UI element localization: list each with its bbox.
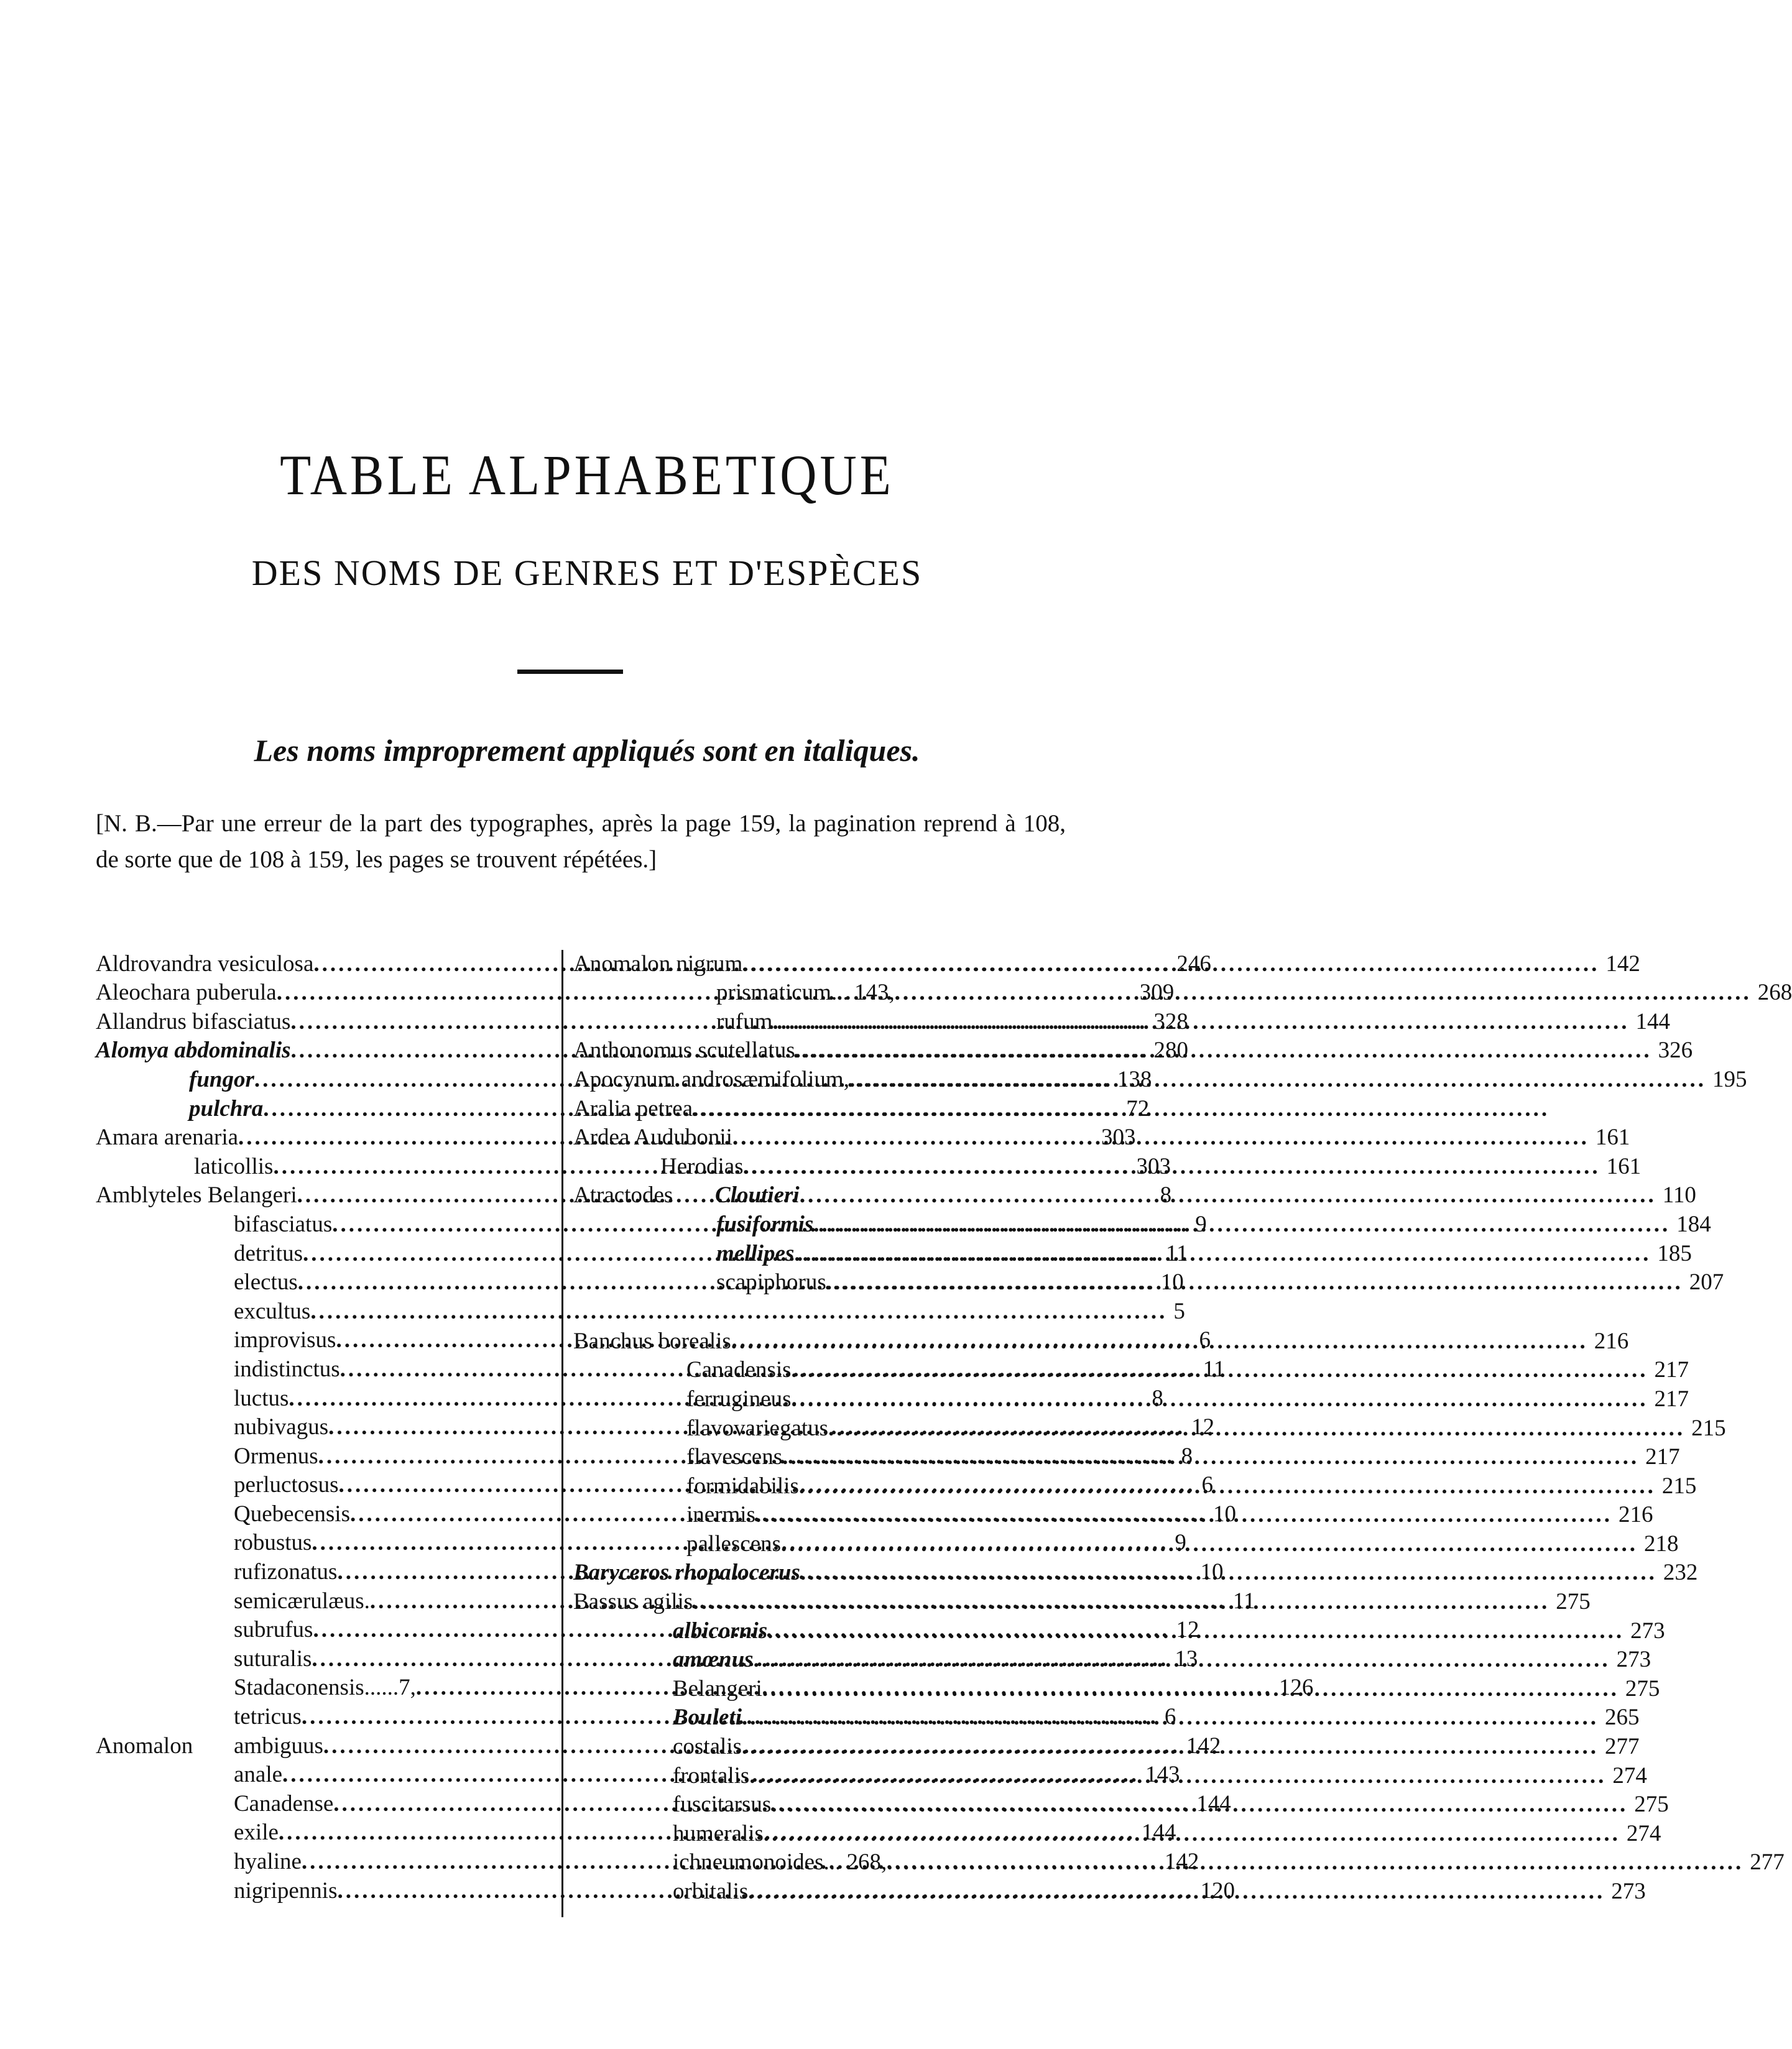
entry-page-number: 275 bbox=[1556, 1589, 1591, 1615]
index-entry bbox=[573, 1702, 1640, 1731]
entry-name: humeralis bbox=[673, 1820, 764, 1846]
entry-page-number: 277 bbox=[1750, 1849, 1785, 1876]
entry-page-number: 275 bbox=[1625, 1675, 1660, 1701]
entry-name: amœnus bbox=[673, 1647, 754, 1673]
dot-leader bbox=[795, 1037, 1652, 1064]
entry-page-number: 309 bbox=[1139, 980, 1175, 1006]
index-entry bbox=[573, 1209, 1711, 1238]
entry-name: Belangeri bbox=[673, 1675, 762, 1701]
entry-page-number: 142 bbox=[1164, 1849, 1199, 1874]
entry-page-number: 11 bbox=[1232, 1588, 1255, 1614]
entry-name: robustus bbox=[234, 1530, 312, 1556]
entry-page-number: 6 bbox=[1199, 1327, 1211, 1353]
dot-leader bbox=[742, 951, 1599, 977]
entry-page-number: 273 bbox=[1630, 1618, 1665, 1644]
entry-page-number: 12 bbox=[1176, 1617, 1199, 1643]
entry-name: Bassus agilis bbox=[573, 1589, 693, 1615]
dot-leader bbox=[767, 1618, 1624, 1644]
index-entry bbox=[573, 1442, 1680, 1471]
entry-page-number: 326 bbox=[1658, 1038, 1693, 1064]
dot-leader bbox=[849, 1066, 1706, 1093]
entry-name: Apocynum androsæmifolium, bbox=[573, 1066, 849, 1092]
dot-leader bbox=[762, 1675, 1619, 1702]
entry-page-number: 303 bbox=[1136, 1153, 1171, 1179]
entry-name: luctus bbox=[234, 1385, 289, 1411]
entry-page-number: 6 bbox=[1164, 1704, 1176, 1730]
entry-name: fungor bbox=[189, 1066, 254, 1092]
entry-page-number: 11 bbox=[1203, 1356, 1226, 1382]
entry-page-number: 8 bbox=[1181, 1443, 1193, 1469]
dot-leader bbox=[813, 1211, 1670, 1238]
entry-page-number: 275 bbox=[1634, 1792, 1669, 1818]
entry-name: suturalis bbox=[234, 1646, 312, 1672]
entry-name: bifasciatus bbox=[234, 1211, 333, 1237]
entry-page-number: 138 bbox=[1117, 1066, 1152, 1092]
entry-name: excultus bbox=[234, 1298, 311, 1324]
entry-page-number: 142 bbox=[1186, 1733, 1221, 1759]
entry-page-number: 216 bbox=[1618, 1502, 1653, 1528]
entry-name: Canadensis bbox=[686, 1357, 792, 1383]
entry-name: albicornis bbox=[673, 1618, 768, 1644]
entry-name: anale bbox=[234, 1762, 283, 1788]
entry-name: costalis bbox=[673, 1734, 742, 1760]
entry-name: indistinctus bbox=[234, 1356, 340, 1382]
entry-name: Banchus borealis bbox=[573, 1328, 731, 1354]
dot-leader bbox=[732, 1124, 1589, 1151]
entry-page-number: 215 bbox=[1691, 1415, 1726, 1441]
index-entry bbox=[96, 1296, 1185, 1325]
entry-page-number: 268 bbox=[1757, 980, 1792, 1006]
dot-leader bbox=[693, 1095, 1550, 1122]
entry-name: Herodias bbox=[660, 1153, 744, 1179]
entry-page-number: 6 bbox=[1201, 1472, 1214, 1498]
entry-page-number: 9 bbox=[1195, 1211, 1207, 1237]
entry-page-number: 12 bbox=[1191, 1414, 1215, 1440]
entry-name: nubivagus bbox=[234, 1414, 329, 1440]
dot-leader bbox=[792, 1356, 1648, 1383]
entry-page-number: 161 bbox=[1606, 1153, 1642, 1179]
entry-name: flavescens bbox=[686, 1444, 783, 1470]
dot-leader bbox=[887, 1849, 1744, 1876]
entry-page-number: 8 bbox=[1160, 1182, 1172, 1209]
dot-leader bbox=[772, 1008, 1629, 1035]
entry-name: rufum bbox=[716, 1008, 773, 1034]
entry-page-number: 10 bbox=[1200, 1559, 1224, 1585]
entry-page-number: 277 bbox=[1604, 1734, 1640, 1760]
entry-page-number: 195 bbox=[1712, 1066, 1747, 1092]
entry-page-number: 11 bbox=[1165, 1240, 1188, 1266]
page-title: TABLE ALPHABETIQUE bbox=[280, 443, 894, 507]
dot-leader bbox=[742, 1733, 1599, 1760]
dot-leader bbox=[794, 1240, 1651, 1267]
entry-name: perluctosus bbox=[234, 1472, 339, 1498]
entry-name: Allandrus bifasciatus bbox=[96, 1008, 291, 1034]
entry-name: formidabilis bbox=[686, 1473, 799, 1499]
entry-name: Anthonomus scutellatus bbox=[573, 1038, 795, 1064]
entry-page-number: 216 bbox=[1594, 1328, 1629, 1354]
index-entry bbox=[573, 1180, 1696, 1209]
entry-page-number: 110 bbox=[1662, 1182, 1696, 1209]
entry-page-number: 126 bbox=[1278, 1675, 1314, 1701]
dot-leader bbox=[800, 1559, 1657, 1586]
entry-page-number: 142 bbox=[1605, 951, 1640, 977]
dot-leader bbox=[693, 1588, 1550, 1615]
entry-page-number: 72 bbox=[1126, 1095, 1150, 1121]
entry-name: Stadaconensis......7, bbox=[234, 1675, 416, 1701]
entry-name: laticollis bbox=[194, 1153, 274, 1179]
column-divider bbox=[561, 950, 563, 1917]
entry-page-number: 10 bbox=[1213, 1501, 1236, 1527]
entry-name: subrufus bbox=[234, 1617, 313, 1643]
entry-name: detritus bbox=[234, 1240, 303, 1266]
entry-page-number: 232 bbox=[1663, 1560, 1698, 1586]
entry-page-number: 143 bbox=[1145, 1762, 1180, 1788]
entry-name: Aldrovandra vesiculosa bbox=[96, 951, 314, 977]
index-entry bbox=[573, 1383, 1689, 1412]
entry-genus: Atractodes bbox=[573, 1182, 673, 1209]
entry-name: nigripennis bbox=[234, 1877, 338, 1904]
entry-name: Amblyteles Belangeri bbox=[96, 1182, 297, 1209]
index-entry bbox=[573, 1528, 1679, 1557]
entry-name: semicærulæus. bbox=[234, 1588, 370, 1614]
dot-leader bbox=[782, 1444, 1639, 1470]
entry-name: ferrugineus bbox=[686, 1386, 792, 1412]
dot-leader bbox=[744, 1153, 1600, 1180]
entry-page-number: 215 bbox=[1661, 1473, 1697, 1499]
dot-leader bbox=[895, 979, 1752, 1006]
entry-page-number: 273 bbox=[1616, 1647, 1651, 1673]
entry-page-number: 273 bbox=[1611, 1879, 1646, 1904]
index-entry bbox=[573, 1470, 1697, 1499]
entry-page-number: 280 bbox=[1153, 1038, 1189, 1064]
entry-genus: Anomalon bbox=[96, 1733, 193, 1759]
entry-page-number: 246 bbox=[1176, 951, 1211, 977]
entry-name: pallescens bbox=[686, 1531, 782, 1557]
entry-page-number: 265 bbox=[1605, 1705, 1640, 1731]
entry-page-number: 161 bbox=[1595, 1125, 1630, 1151]
nb-note: [N. B.—Par une erreur de la part des typographes, après la page 159, la pagination reprend à 108, de sorte que de 108 à 159, les pages se trouvent répétées.] bbox=[96, 810, 1066, 873]
entry-name: Alomya abdominalis bbox=[96, 1038, 291, 1064]
entry-name: ichneumonoides... 268, bbox=[673, 1849, 887, 1876]
entry-page-number: 303 bbox=[1101, 1125, 1136, 1151]
dot-leader bbox=[748, 1878, 1605, 1905]
index-entry bbox=[573, 1325, 1629, 1355]
dot-leader bbox=[742, 1704, 1599, 1731]
entry-page-number: 144 bbox=[1141, 1820, 1176, 1846]
entry-page-number: 144 bbox=[1635, 1008, 1670, 1034]
entry-name: rufizonatus bbox=[234, 1559, 338, 1585]
entry-page-number: 218 bbox=[1644, 1531, 1679, 1557]
dot-leader bbox=[731, 1328, 1588, 1355]
entry-name: pulchra bbox=[189, 1095, 264, 1121]
entry-name: frontalis bbox=[673, 1762, 750, 1789]
entry-page-number: 13 bbox=[1175, 1646, 1198, 1672]
dot-leader bbox=[754, 1646, 1610, 1673]
entry-name: Quebecensis bbox=[234, 1501, 350, 1527]
dot-leader bbox=[828, 1415, 1685, 1442]
dot-leader bbox=[755, 1501, 1612, 1528]
dot-leader bbox=[781, 1531, 1638, 1557]
entry-name: orbitalis bbox=[673, 1879, 749, 1904]
dot-leader bbox=[771, 1791, 1628, 1818]
entry-name: improvisus bbox=[234, 1327, 336, 1353]
entry-name: mellipes bbox=[716, 1240, 795, 1266]
entry-name: Ormenus bbox=[234, 1443, 318, 1469]
entry-page-number: 185 bbox=[1657, 1240, 1692, 1266]
entry-name: fuscitarsus bbox=[673, 1792, 772, 1818]
entry-name: flavovariegatus bbox=[686, 1415, 829, 1441]
entry-name: Aleochara puberula bbox=[96, 980, 277, 1006]
entry-name: hyaline bbox=[234, 1849, 302, 1874]
entry-name: Cloutieri bbox=[715, 1182, 800, 1209]
entry-page-number: 120 bbox=[1200, 1877, 1235, 1904]
entry-name: Ardea Audubonii bbox=[573, 1125, 732, 1151]
title-rule bbox=[517, 670, 623, 674]
entry-name: exile bbox=[234, 1820, 279, 1846]
entry-page-number: 144 bbox=[1196, 1790, 1231, 1816]
index-entry bbox=[573, 1093, 1041, 1122]
dot-leader bbox=[764, 1820, 1620, 1847]
entry-name: Aralia petrea bbox=[573, 1095, 693, 1121]
entry-page-number: 207 bbox=[1689, 1269, 1724, 1296]
entry-page-number: 10 bbox=[1160, 1269, 1184, 1296]
entry-page-number: 9 bbox=[1175, 1530, 1186, 1556]
entry-name: ambiguus bbox=[234, 1733, 323, 1759]
entry-name: scapiphorus bbox=[716, 1269, 826, 1296]
entry-name: inermis bbox=[686, 1502, 755, 1528]
entry-page-number: 217 bbox=[1654, 1357, 1689, 1383]
dot-leader bbox=[749, 1762, 1606, 1789]
entry-page-number: 274 bbox=[1626, 1820, 1661, 1846]
dot-leader bbox=[792, 1386, 1648, 1412]
dot-leader bbox=[799, 1473, 1656, 1499]
entry-page-number: 5 bbox=[1173, 1298, 1185, 1324]
entry-page-number: 274 bbox=[1612, 1762, 1647, 1789]
dot-leader bbox=[826, 1269, 1683, 1296]
italic-note: Les noms improprement appliqués sont en italiques. bbox=[254, 733, 920, 768]
entry-name: Bouleti bbox=[673, 1705, 742, 1731]
entry-page-number: 328 bbox=[1153, 1008, 1188, 1034]
entry-name: Canadense bbox=[234, 1790, 334, 1816]
entry-page-number: 217 bbox=[1654, 1386, 1689, 1412]
page-subtitle: DES NOMS DE GENRES ET D'ESPÈCES bbox=[251, 553, 923, 593]
entry-page-number: 184 bbox=[1676, 1211, 1711, 1237]
entry-name: Amara arenaria bbox=[96, 1125, 239, 1151]
entry-name: Baryceros rhopalocerus bbox=[573, 1560, 800, 1586]
entry-page-number: 8 bbox=[1152, 1385, 1163, 1411]
dot-leader bbox=[800, 1182, 1656, 1209]
entry-name: prismaticum... 143, bbox=[716, 980, 895, 1006]
entry-name: tetricus bbox=[234, 1704, 302, 1730]
entry-page-number: 217 bbox=[1645, 1444, 1680, 1470]
entry-name: fusiformis bbox=[716, 1211, 814, 1237]
entry-name: electus bbox=[234, 1269, 298, 1296]
entry-name: Anomalon nigrum bbox=[573, 951, 743, 977]
